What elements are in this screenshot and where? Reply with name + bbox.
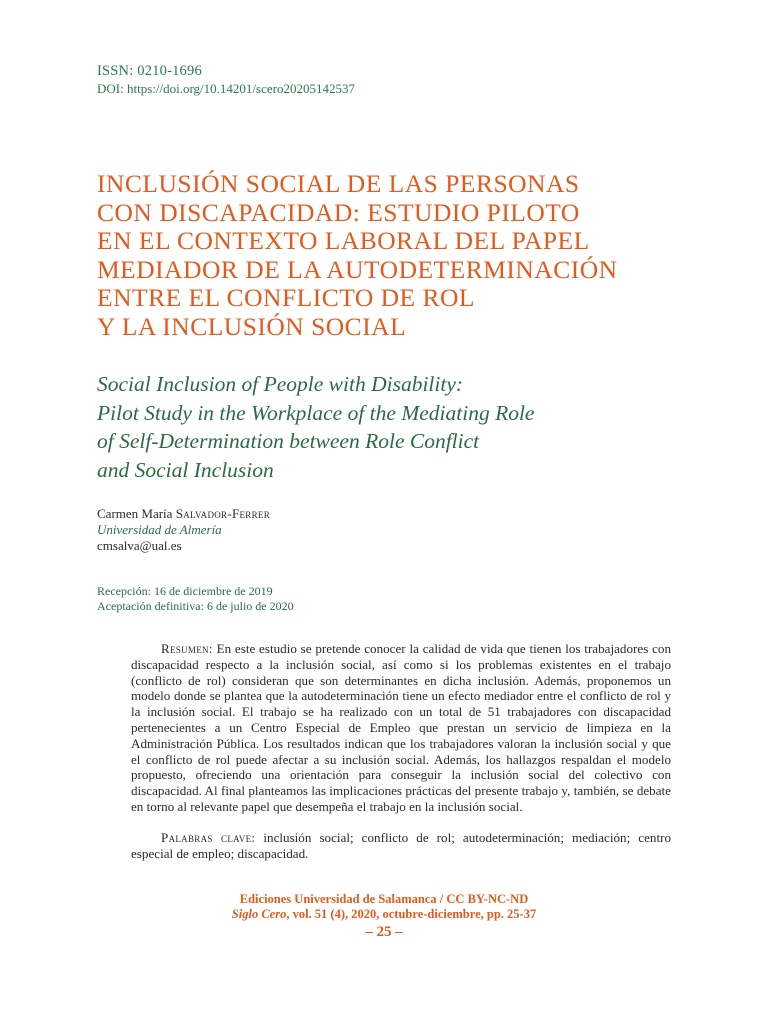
page-number: – 25 – [365, 924, 403, 940]
issn: ISSN: 0210-1696 [97, 63, 202, 79]
abstract-text: En este estudio se pretende conocer la calidad de vida que tienen los trabajadores con discapacidad respecto a la inclusión social, así como si los problemas existentes en el trabajo (conflicto de rol) consideran que son determinantes en dicha inclusión. Además, proponemos un modelo donde se plantea que la autodeterminación tiene un efecto mediador entre el conflicto de rol y la inclusión social. El trabajo se ha realizado con un total de 51 trabajadores con discapacidad pertenecientes a un Centro Especial de Empleo que prestan un servicio de limpieza en la Administración Pública. Los resultados indican que los trabajadores valoran la inclusión social y que el conflicto de rol puede afectar a su inclusión social. Además, los hallazgos respaldan el modelo propuesto, ofreciendo una orientación para conseguir la inclusión social del colectivo con discapacidad. Al final planteamos las implicaciones prácticas del presente trabajo y, también, se debate en torno al relevante papel que desempeña el trabajo en la inclusión social. [131, 641, 671, 814]
author-name [97, 506, 270, 522]
title-es-line: CON DISCAPACIDAD: ESTUDIO PILOTO [97, 197, 580, 227]
abstract-paragraph [131, 641, 671, 815]
author-block [97, 506, 270, 554]
abstract-section [131, 641, 671, 861]
submission-dates [97, 584, 294, 613]
keywords-text: inclusión social; conflicto de rol; autodeterminación; mediación; centro especial de empleo; discapacidad. [131, 829, 671, 861]
abstract-label: Resumen: [161, 641, 213, 656]
footer-publisher: Ediciones Universidad de Salamanca / CC BY-NC-ND [239, 892, 529, 906]
author-affiliation: Universidad de Almería [97, 522, 222, 537]
title-en-line: Pilot Study in the Workplace of the Mediating Role [97, 400, 535, 425]
title-es-line: INCLUSIÓN SOCIAL DE LAS PERSONAS [97, 169, 580, 198]
accepted-date: Aceptación definitiva: 6 de julio de 2020 [97, 598, 294, 613]
footer-citation-details: , vol. 51 (4), 2020, octubre-diciembre, pp. 25-37 [286, 907, 537, 921]
header-identifiers [97, 62, 355, 97]
title-es-line: Y LA INCLUSIÓN SOCIAL [97, 311, 407, 341]
title-en-line: of Self-Determination between Role Conflict [97, 429, 480, 453]
title-spanish [97, 170, 717, 341]
keywords-paragraph [131, 830, 671, 862]
title-en-line: Social Inclusion of People with Disability: [97, 372, 464, 396]
title-english [97, 370, 717, 484]
author-email[interactable]: cmsalva@ual.es [97, 538, 182, 553]
title-es-line: EN EL CONTEXTO LABORAL DEL PAPEL [97, 226, 590, 255]
footer-citation [0, 907, 768, 922]
footer-journal: Siglo Cero [231, 907, 287, 921]
title-en-line: and Social Inclusion [97, 457, 274, 482]
keywords-label: Palabras clave: [161, 829, 256, 845]
title-es-line: ENTRE EL CONFLICTO DE ROL [97, 283, 475, 312]
author-surname: Salvador-Ferrer [175, 506, 271, 521]
author-given-name: Carmen María [97, 506, 173, 521]
title-es-line: MEDIADOR DE LA AUTODETERMINACIÓN [97, 254, 618, 284]
doi-link[interactable]: DOI: https://doi.org/10.14201/scero20205142537 [97, 81, 355, 96]
received-date: Recepción: 16 de diciembre de 2019 [97, 584, 273, 598]
page-footer [0, 892, 768, 940]
